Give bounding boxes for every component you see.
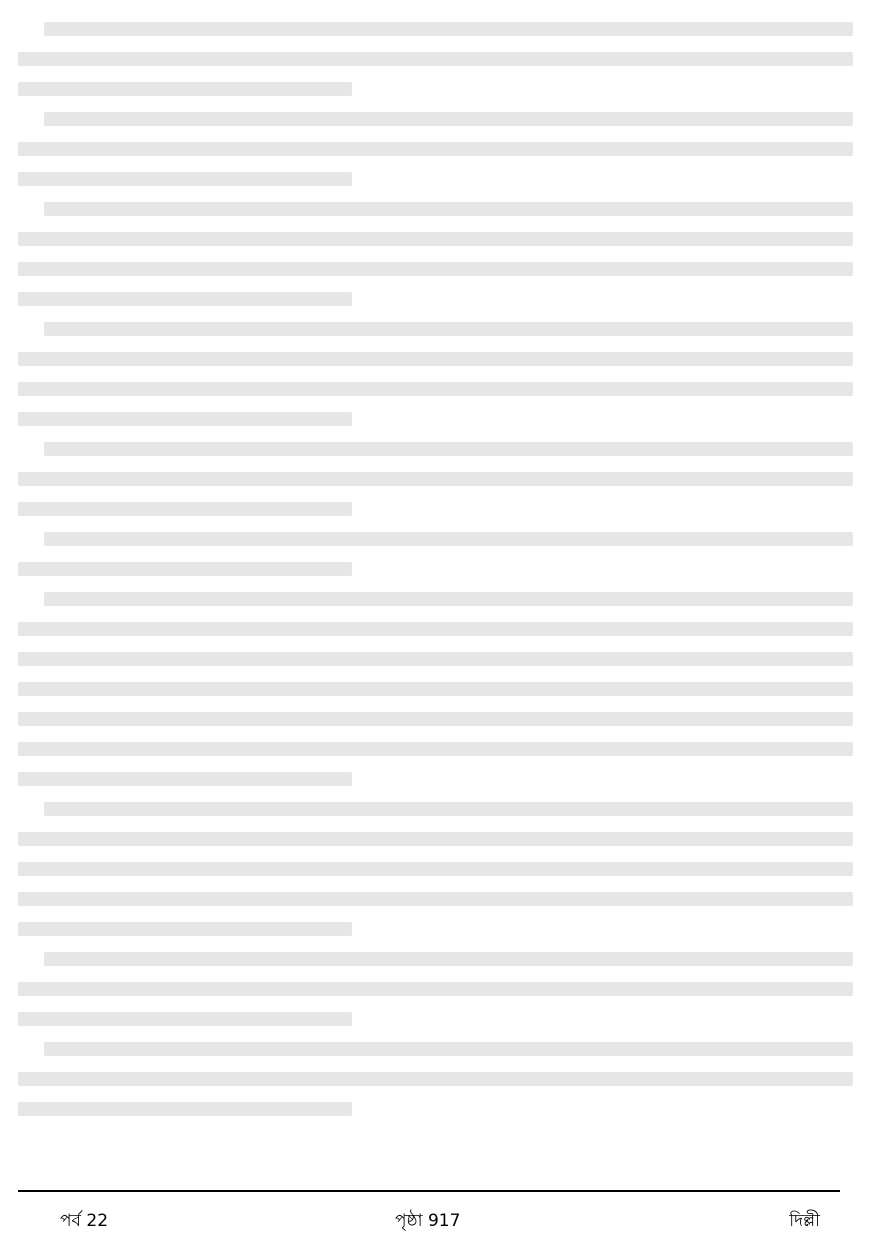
paragraph-placeholder <box>18 442 853 516</box>
text-line-placeholder <box>18 232 853 246</box>
text-line-placeholder <box>44 112 853 126</box>
paragraph-placeholder <box>18 22 853 96</box>
text-line-placeholder <box>18 292 352 306</box>
text-line-placeholder <box>18 562 352 576</box>
footer-divider <box>18 1190 840 1192</box>
paragraph-placeholder <box>18 1042 853 1116</box>
text-line-placeholder <box>44 952 853 966</box>
footer-part-number: পর্ব 22 <box>60 1211 109 1231</box>
text-line-placeholder <box>18 862 853 876</box>
text-line-placeholder <box>18 1102 352 1116</box>
text-line-placeholder <box>44 202 853 216</box>
paragraph-placeholder <box>18 202 853 306</box>
text-line-placeholder <box>44 442 853 456</box>
text-line-placeholder <box>18 982 853 996</box>
text-line-placeholder <box>18 382 853 396</box>
text-line-placeholder <box>44 592 853 606</box>
paragraph-placeholder <box>18 112 853 186</box>
text-line-placeholder <box>18 262 853 276</box>
text-line-placeholder <box>18 142 853 156</box>
text-line-placeholder <box>44 1042 853 1056</box>
paragraph-placeholder <box>18 592 853 786</box>
text-line-placeholder <box>18 682 853 696</box>
text-line-placeholder <box>44 532 853 546</box>
paragraph-placeholder <box>18 532 853 576</box>
text-line-placeholder <box>18 502 352 516</box>
text-line-placeholder <box>18 352 853 366</box>
text-line-placeholder <box>18 52 853 66</box>
text-line-placeholder <box>18 772 352 786</box>
text-line-placeholder <box>44 22 853 36</box>
text-line-placeholder <box>18 472 853 486</box>
text-line-placeholder <box>18 412 352 426</box>
text-line-placeholder <box>18 892 853 906</box>
text-line-placeholder <box>44 322 853 336</box>
footer-page-number: পৃষ্ঠা 917 <box>395 1211 461 1231</box>
text-line-placeholder <box>18 172 352 186</box>
text-line-placeholder <box>18 832 853 846</box>
text-line-placeholder <box>18 712 853 726</box>
paragraph-placeholder <box>18 802 853 936</box>
text-line-placeholder <box>18 922 352 936</box>
text-line-placeholder <box>18 1072 853 1086</box>
text-line-placeholder <box>18 742 853 756</box>
text-line-placeholder <box>18 622 853 636</box>
page-body <box>18 6 853 1122</box>
text-line-placeholder <box>18 82 352 96</box>
text-line-placeholder <box>18 652 853 666</box>
footer-location: দিল্লী <box>789 1211 820 1231</box>
text-line-placeholder <box>44 802 853 816</box>
paragraph-placeholder <box>18 322 853 426</box>
text-line-placeholder <box>18 1012 352 1026</box>
paragraph-placeholder <box>18 952 853 1026</box>
